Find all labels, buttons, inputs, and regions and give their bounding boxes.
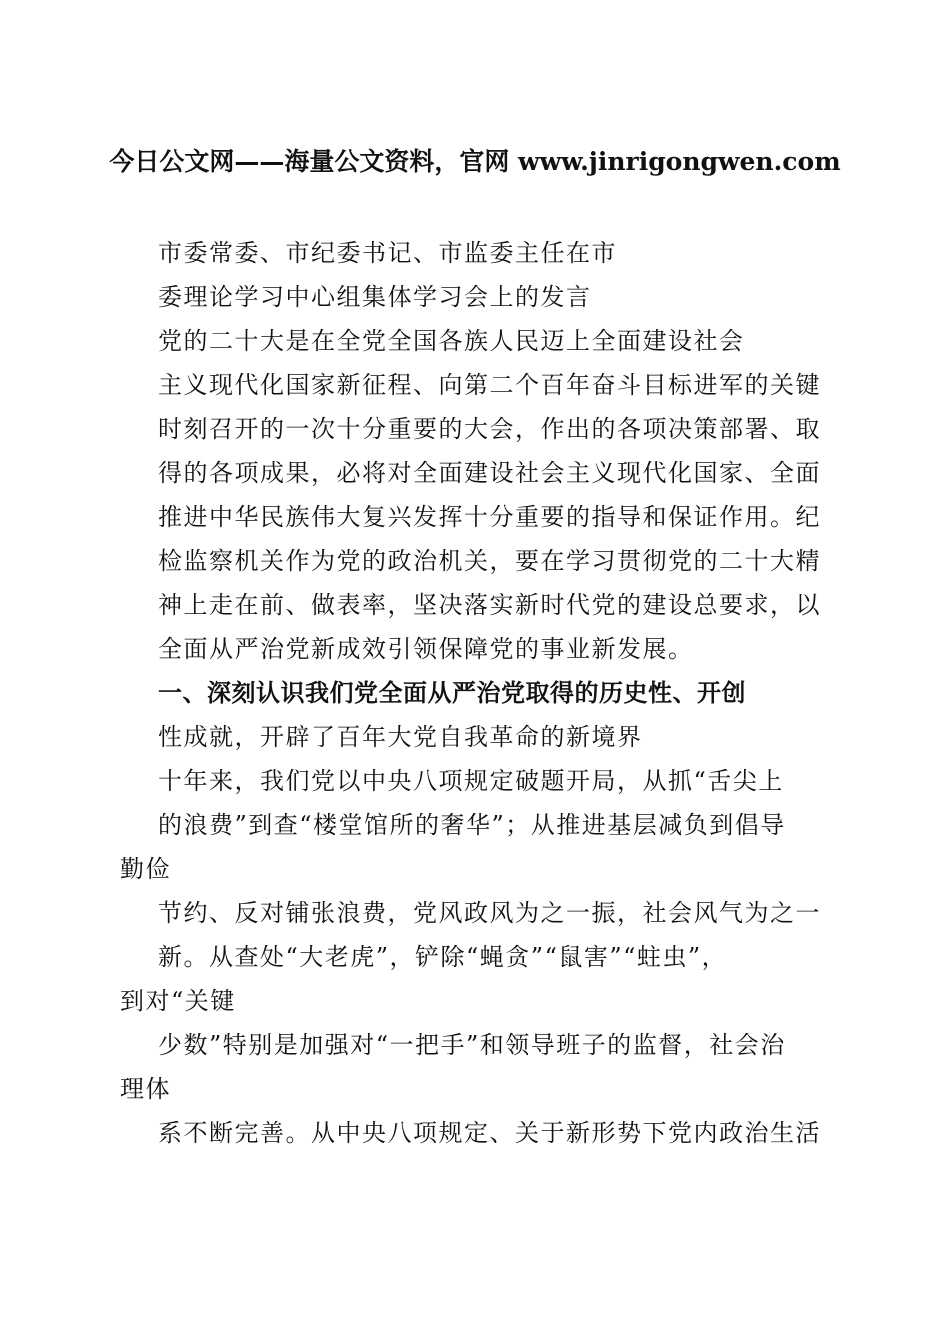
body-line: 勤俭 [120,855,171,883]
intro-line: 全面从严治党新成效引领保障党的事业新发展。 [158,635,694,663]
body-line: 少数”特别是加强对“一把手”和领导班子的监督，社会治 [158,1031,786,1059]
document-title-line-2: 委理论学习中心组集体学习会上的发言 [158,283,592,311]
body-line: 十年来，我们党以中央八项规定破题开局，从抓“舌尖上 [158,767,784,795]
intro-line: 神上走在前、做表率，坚决落实新时代党的建设总要求，以 [158,591,821,619]
document-title-line-1: 市委常委、市纪委书记、市监委主任在市 [158,239,617,267]
body-line: 系不断完善。从中央八项规定、关于新形势下党内政治生活 [158,1119,821,1147]
intro-line: 推进中华民族伟大复兴发挥十分重要的指导和保证作用。纪 [158,503,821,531]
intro-line: 得的各项成果，必将对全面建设社会主义现代化国家、全面 [158,459,821,487]
intro-line: 主义现代化国家新征程、向第二个百年奋斗目标进军的关键 [158,371,821,399]
intro-line: 党的二十大是在全党全国各族人民迈上全面建设社会 [158,327,745,355]
section-heading: 一、深刻认识我们党全面从严治党取得的历史性、开创 [158,679,746,707]
body-line: 理体 [120,1075,171,1103]
body-line: 到对“关键 [120,987,236,1015]
section-subheading: 性成就，开辟了百年大党自我革命的新境界 [158,723,643,751]
intro-line: 时刻召开的一次十分重要的大会，作出的各项决策部署、取 [158,415,821,443]
body-line: 的浪费”到查“楼堂馆所的奢华”；从推进基层减负到倡导 [158,811,786,839]
page-header: 今日公文网——海量公文资料，官网 www.jinrigongwen.com [109,147,841,176]
intro-line: 检监察机关作为党的政治机关，要在学习贯彻党的二十大精 [158,547,821,575]
body-line: 节约、反对铺张浪费，党风政风为之一振，社会风气为之一 [158,899,821,927]
body-line: 新。从查处“大老虎”，铲除“蝇贪”“鼠害”“蛀虫”， [158,943,728,971]
